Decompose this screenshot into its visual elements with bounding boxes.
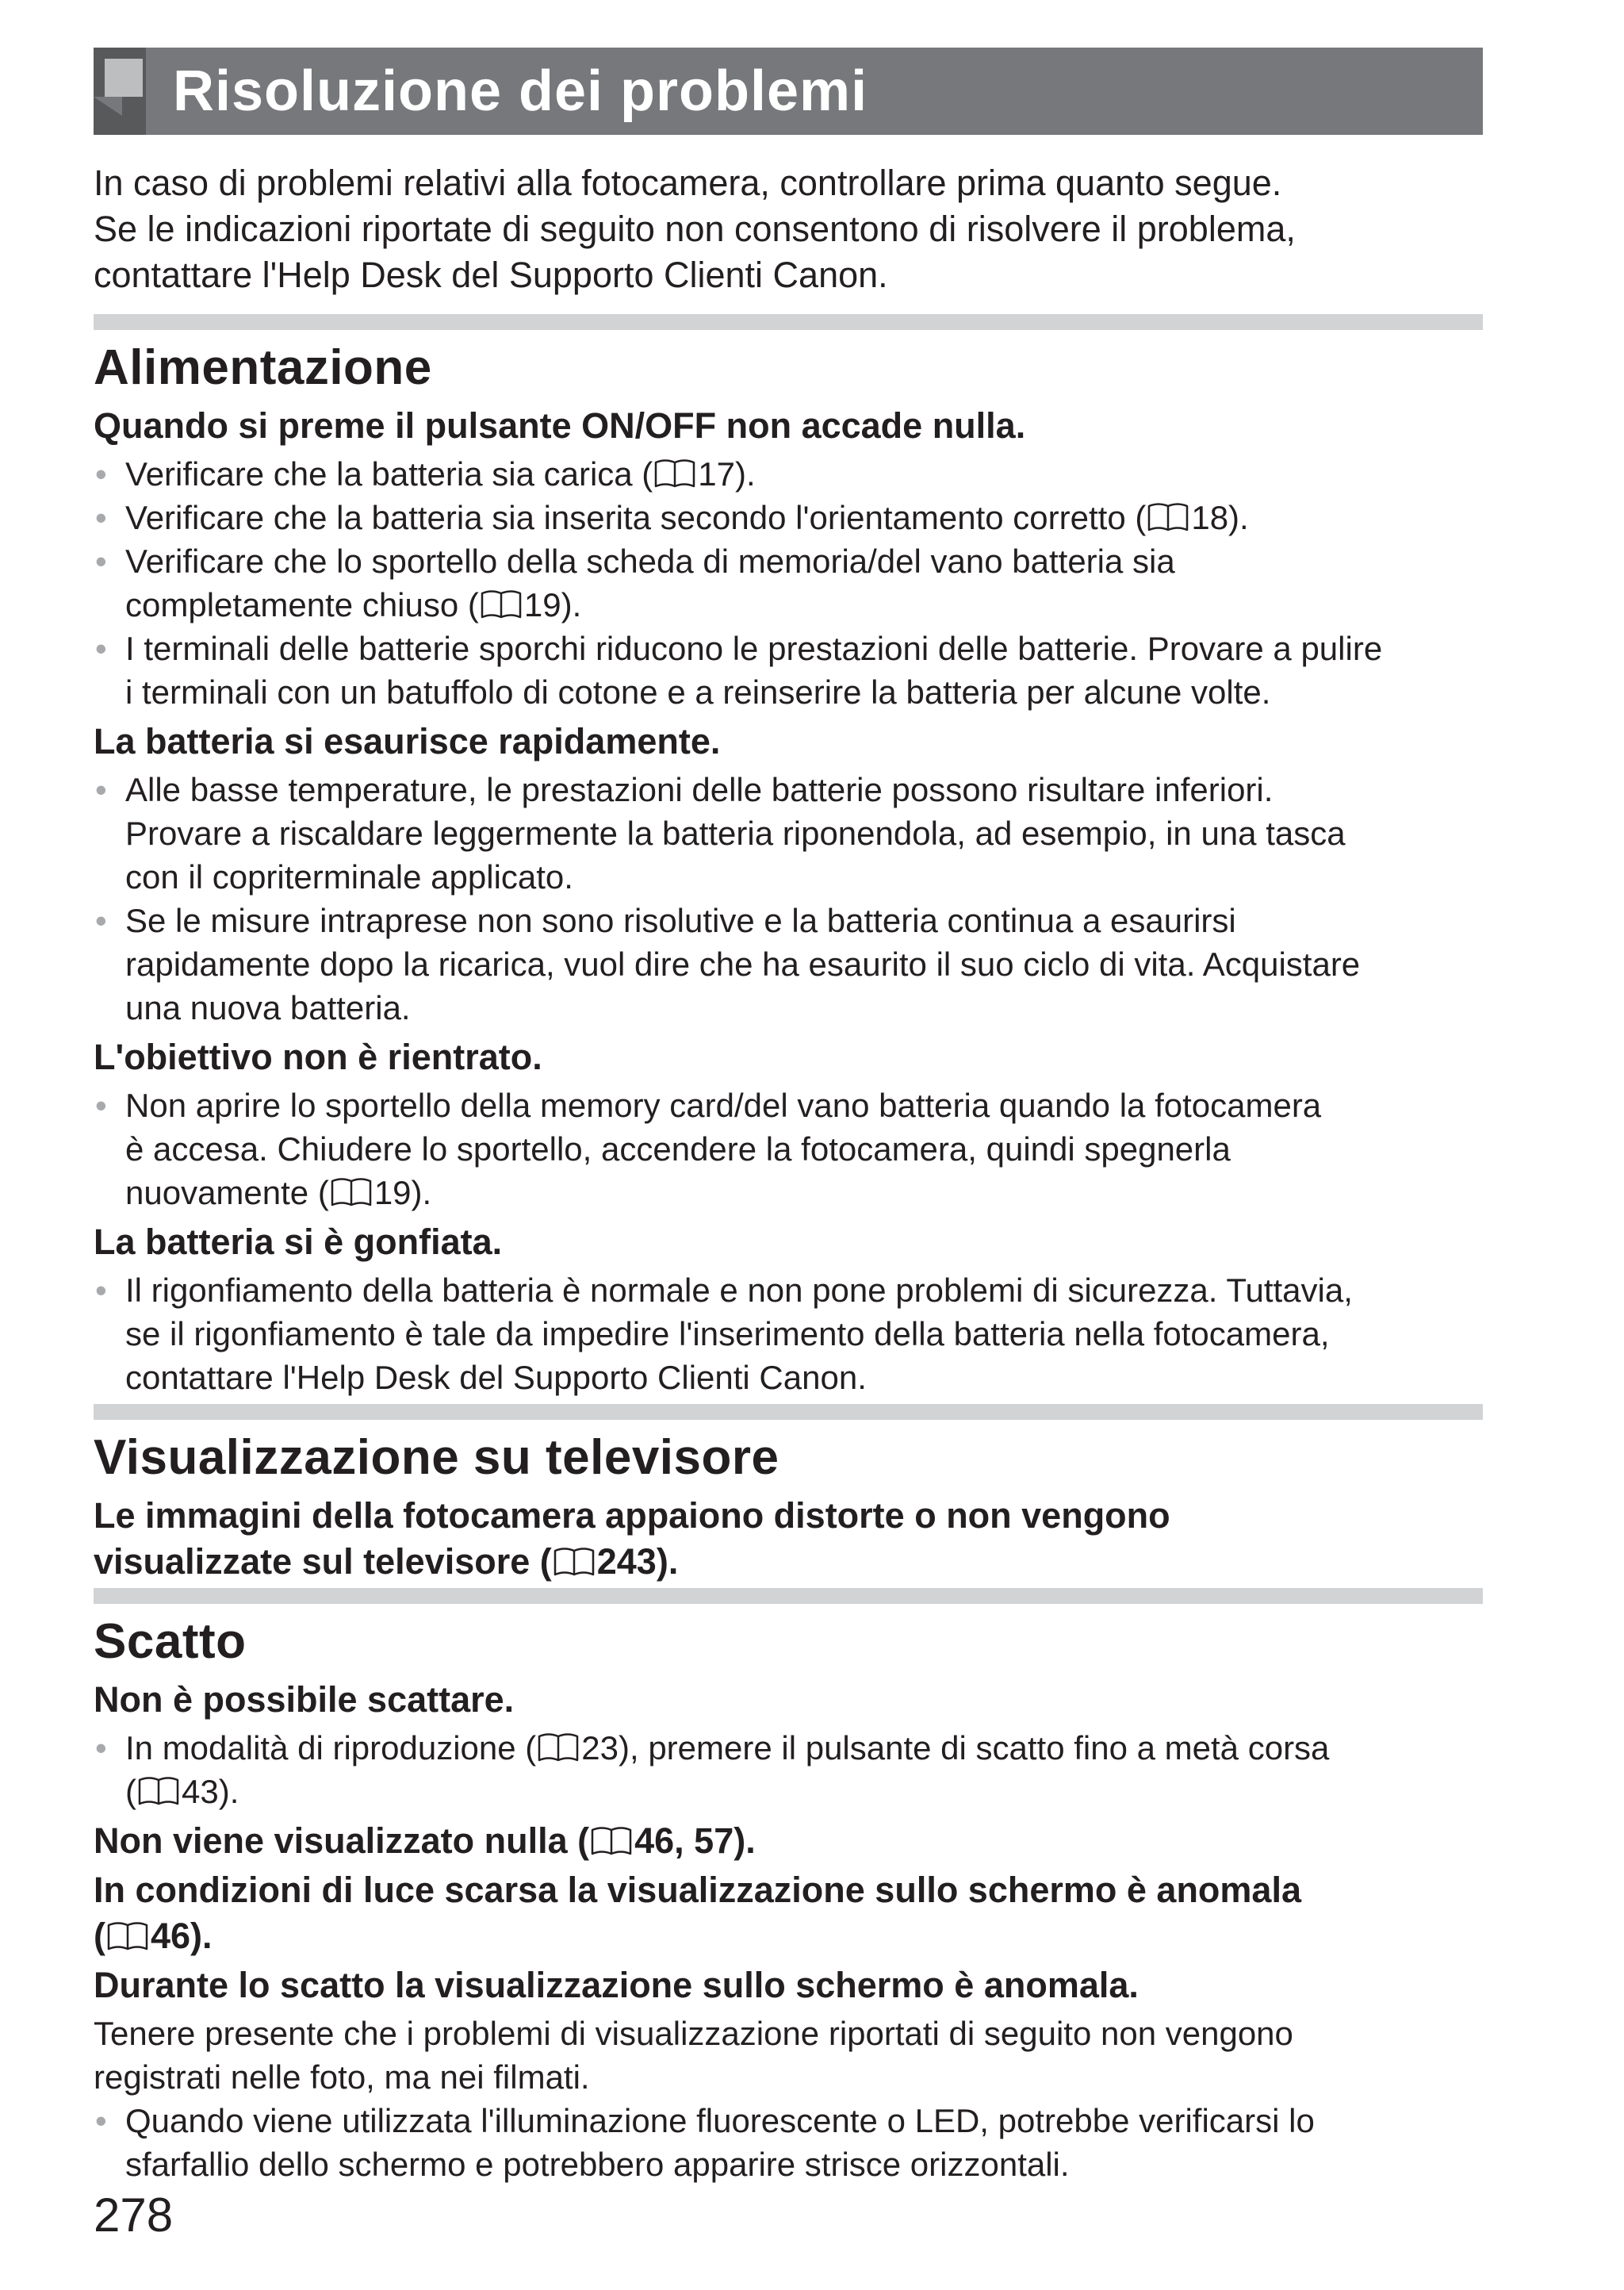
- title-decoration: [94, 48, 146, 135]
- section-alimentazione: [94, 336, 1483, 1399]
- intro-paragraph: [94, 160, 1483, 298]
- bullet: •: [95, 1272, 107, 1309]
- list-item: • Verificare che la batteria sia carica ( 17).: [94, 452, 1483, 496]
- bullet: •: [95, 499, 107, 536]
- bullet: •: [95, 2102, 107, 2139]
- bullet-list: [94, 1268, 1483, 1399]
- problem-title: Quando si preme il pulsante ON/OFF non accade nulla.: [94, 405, 1026, 446]
- bullet: •: [95, 902, 107, 939]
- note-paragraph: Tenere presente che i problemi di visualizzazione riportati di seguito non vengono registrati nelle foto, ma nei filmati.: [94, 2015, 1293, 2096]
- problem-title: In condizioni di luce scarsa la visualizzazione sullo schermo è anomala ( 46).: [94, 1870, 1301, 1956]
- list-item: • I terminali delle batterie sporchi riducono le prestazioni delle batterie. Provare a pulire i terminali con un batuffolo di cotone e a reinserire la batteria per alcune volte.: [94, 627, 1483, 714]
- problem-title: Durante lo scatto la visualizzazione sullo schermo è anomala.: [94, 1965, 1139, 2005]
- list-item: • Il rigonfiamento della batteria è normale e non pone problemi di sicurezza. Tuttavia, se il rigonfiamento è tale da impedire l'inserimento della batteria nella fotocamera, contattare l'Help Desk del Supporto Clienti Canon.: [94, 1268, 1483, 1399]
- section-televisore: [94, 1426, 1483, 1585]
- book-page-reference-icon: [590, 1825, 633, 1857]
- bullet: •: [95, 771, 107, 808]
- problem-title: La batteria si è gonfiata.: [94, 1222, 503, 1262]
- bullet-list: [94, 2099, 1483, 2186]
- problem-title: La batteria si esaurisce rapidamente.: [94, 721, 721, 761]
- problem-title: Non viene visualizzato nulla ( 46, 57).: [94, 1820, 756, 1861]
- book-page-reference-icon: [106, 1920, 149, 1952]
- intro-line: In caso di problemi relativi alla fotocamera, controllare prima quanto segue.: [94, 163, 1282, 203]
- bullet-list: [94, 1084, 1483, 1214]
- book-page-reference-icon: [553, 1546, 596, 1578]
- bullet: •: [95, 630, 107, 667]
- bullet: •: [95, 1729, 107, 1766]
- bullet-list: [94, 452, 1483, 714]
- book-page-reference-icon: [537, 1732, 580, 1763]
- section-heading: Alimentazione: [94, 340, 432, 395]
- section-divider: [94, 314, 1483, 330]
- problem-title: Le immagini della fotocamera appaiono distorte o non vengono visualizzate sul televisore ( 243).: [94, 1495, 1170, 1582]
- list-item: • Quando viene utilizzata l'illuminazione fluorescente o LED, potrebbe verificarsi lo sfarfallio dello schermo e potrebbero apparire strisce orizzontali.: [94, 2099, 1483, 2186]
- page-title: Risoluzione dei problemi: [173, 59, 868, 123]
- section-divider: [94, 1404, 1483, 1420]
- section-heading: Scatto: [94, 1614, 247, 1669]
- problem-title: Non è possibile scattare.: [94, 1679, 515, 1720]
- list-item: • Se le misure intraprese non sono risolutive e la batteria continua a esaurirsi rapidamente dopo la ricarica, vuol dire che ha esaurito il suo ciclo di vita. Acquistare una nuova batteria.: [94, 899, 1483, 1030]
- book-page-reference-icon: [330, 1176, 373, 1208]
- bullet-list: [94, 1726, 1483, 1813]
- list-item: • Alle basse temperature, le prestazioni delle batterie possono risultare inferiori. Provare a riscaldare leggermente la batteria riponendola, ad esempio, in una tasca con il copriterminale applicato.: [94, 768, 1483, 899]
- page-title-bar: [94, 48, 1483, 135]
- problem-title: L'obiettivo non è rientrato.: [94, 1037, 542, 1077]
- list-item: • Non aprire lo sportello della memory card/del vano batteria quando la fotocamera è accesa. Chiudere lo sportello, accendere la fotocamera, quindi spegnerla nuovamente ( 19).: [94, 1084, 1483, 1214]
- list-item: • Verificare che la batteria sia inserita secondo l'orientamento corretto ( 18).: [94, 496, 1483, 539]
- section-heading: Visualizzazione su televisore: [94, 1430, 779, 1485]
- list-item: • Verificare che lo sportello della scheda di memoria/del vano batteria sia completamente chiuso ( 19).: [94, 539, 1483, 627]
- intro-line: contattare l'Help Desk del Supporto Clienti Canon.: [94, 255, 888, 295]
- bullet: •: [95, 543, 107, 580]
- intro-line: Se le indicazioni riportate di seguito non consentono di risolvere il problema,: [94, 209, 1296, 249]
- book-page-reference-icon: [653, 458, 696, 489]
- list-item: • In modalità di riproduzione ( 23), premere il pulsante di scatto fino a metà corsa ( 43).: [94, 1726, 1483, 1813]
- bullet: •: [95, 1087, 107, 1124]
- book-page-reference-icon: [137, 1775, 180, 1807]
- book-page-reference-icon: [1147, 501, 1189, 533]
- page-number: 278: [94, 2188, 174, 2242]
- section-divider: [94, 1588, 1483, 1604]
- bullet-list: [94, 768, 1483, 1030]
- book-page-reference-icon: [480, 589, 523, 620]
- page-content: [94, 48, 1483, 2191]
- bullet: •: [95, 455, 107, 493]
- section-scatto: [94, 1610, 1483, 2186]
